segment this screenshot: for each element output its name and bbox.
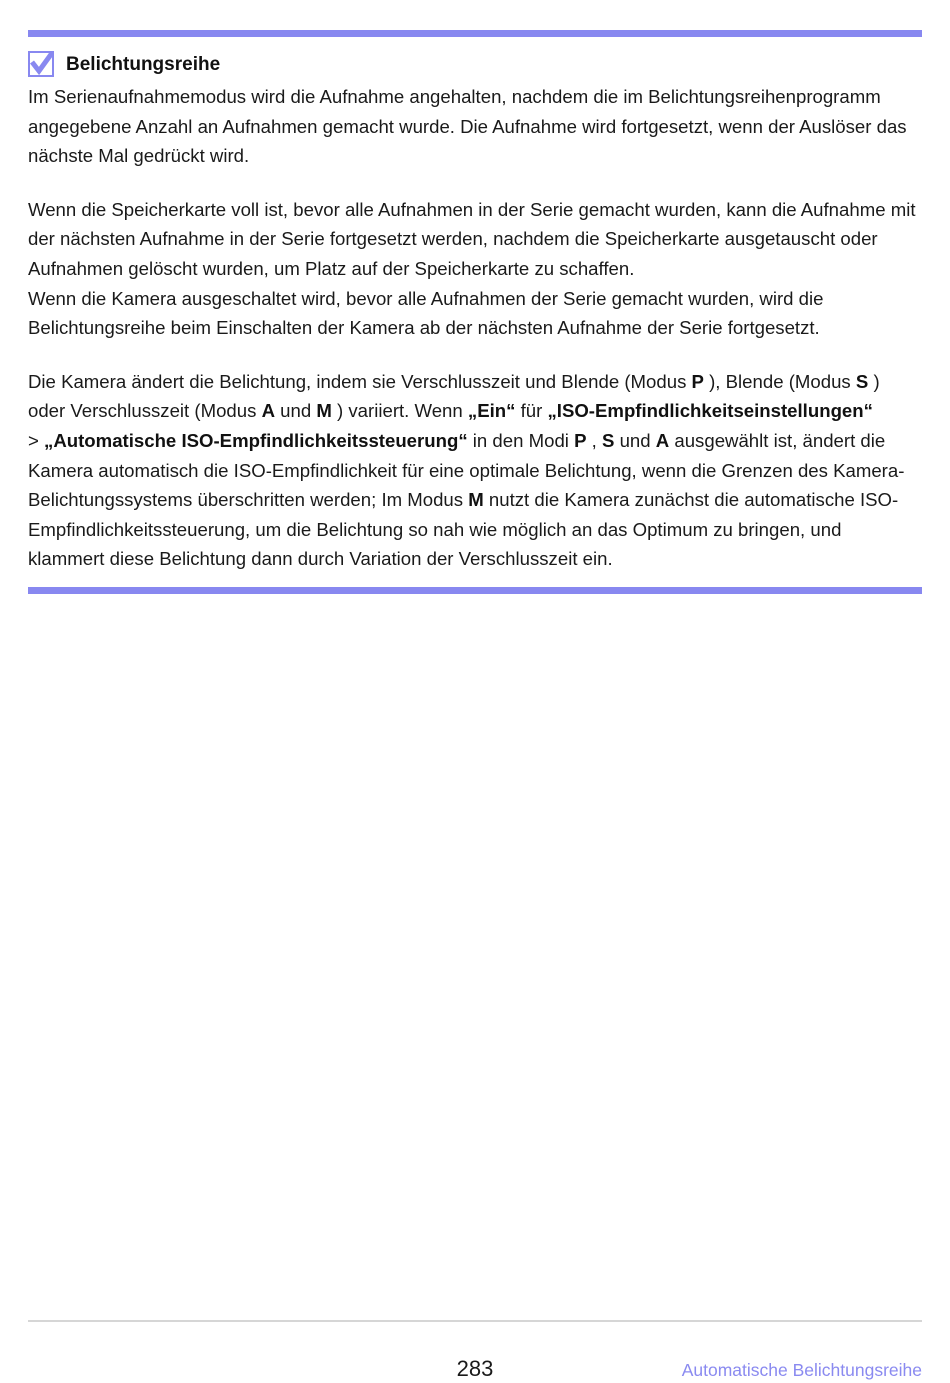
text-run: für <box>515 400 548 422</box>
auto-iso-label: „Automatische ISO-Empfindlichkeitssteuerung“ <box>44 429 468 451</box>
note-bottom-rule <box>28 587 922 594</box>
text-run: in den Modi <box>467 429 575 451</box>
text-run: und <box>275 400 317 422</box>
note-title: Belichtungsreihe <box>66 54 221 75</box>
text-run: Die Kamera ändert die Belichtung, indem sie Verschlusszeit und Blende (Modus <box>28 370 692 392</box>
section-link[interactable]: Automatische Belichtungsreihe <box>681 1360 922 1380</box>
note-box <box>28 46 922 574</box>
mode-m-label: M <box>316 400 332 422</box>
text-run: und <box>614 429 656 451</box>
checkmark-icon <box>28 51 54 77</box>
text-run: ), Blende (Modus <box>703 370 856 392</box>
mode-s-label: S <box>855 370 869 392</box>
mode-p-label: P <box>691 370 704 392</box>
note-paragraph-2-line-1: Wenn die Speicherkarte voll ist, bevor alle Aufnahmen in der Serie gemacht wurden, kann die Aufnahme mit der nächsten Aufnahme in der Serie fortgesetzt werden, nachdem die Speicherkarte ausgetauscht oder Aufnahmen gelöscht wurden, um Platz auf der Speicherkarte zu schaffen. <box>28 198 916 279</box>
mode-p-label: P <box>574 429 587 451</box>
note-paragraph-2-line-2: Wenn die Kamera ausgeschaltet wird, bevor alle Aufnahmen der Serie gemacht wurden, wird die Belichtungsreihe beim Einschalten der Kamera ab der nächsten Aufnahme der Serie fortgesetzt. <box>28 287 824 339</box>
iso-settings-label: „ISO-Empfindlichkeitseinstellungen“ <box>547 400 873 422</box>
mode-m-label: M <box>468 489 484 511</box>
note-paragraph-2 <box>28 195 922 343</box>
text-run: ausgewählt ist, ändert die Kamera automatisch die ISO-Empfindlichkeit für eine optimale Belichtung, wenn die Grenzen des Kamera-Belichtungssystems überschritten werden; Im Modus <box>28 429 905 511</box>
setting-on-label: „Ein“ <box>467 400 516 422</box>
note-paragraph-3 <box>28 367 922 574</box>
footer-divider <box>28 1320 922 1322</box>
mode-a-label: A <box>261 400 275 422</box>
page-number: 283 <box>456 1356 494 1381</box>
text-run: , <box>586 429 602 451</box>
text-run: ) variiert. Wenn <box>331 400 468 422</box>
note-paragraph-1: Im Serienaufnahmemodus wird die Aufnahme angehalten, nachdem die im Belichtungsreihenprogramm angegebene Anzahl an Aufnahmen gemacht wurde. Die Aufnahme wird fortgesetzt, wenn der Auslöser das nächste Mal gedrückt wird. <box>28 86 907 167</box>
note-top-rule <box>28 30 922 37</box>
mode-a-label: A <box>655 429 670 451</box>
text-run: nutzt die Kamera zunächst die automatische ISO-Empfindlichkeitssteuerung, um die Belichtung so nah wie möglich an das Optimum zu bringen, und klammert diese Belichtung dann durch Variation der Verschlusszeit ein. <box>28 489 899 570</box>
text-run: ) oder Verschlusszeit (Modus <box>28 370 880 422</box>
mode-s-label: S <box>602 429 615 451</box>
note-heading <box>28 46 922 82</box>
text-run: > <box>28 429 45 451</box>
